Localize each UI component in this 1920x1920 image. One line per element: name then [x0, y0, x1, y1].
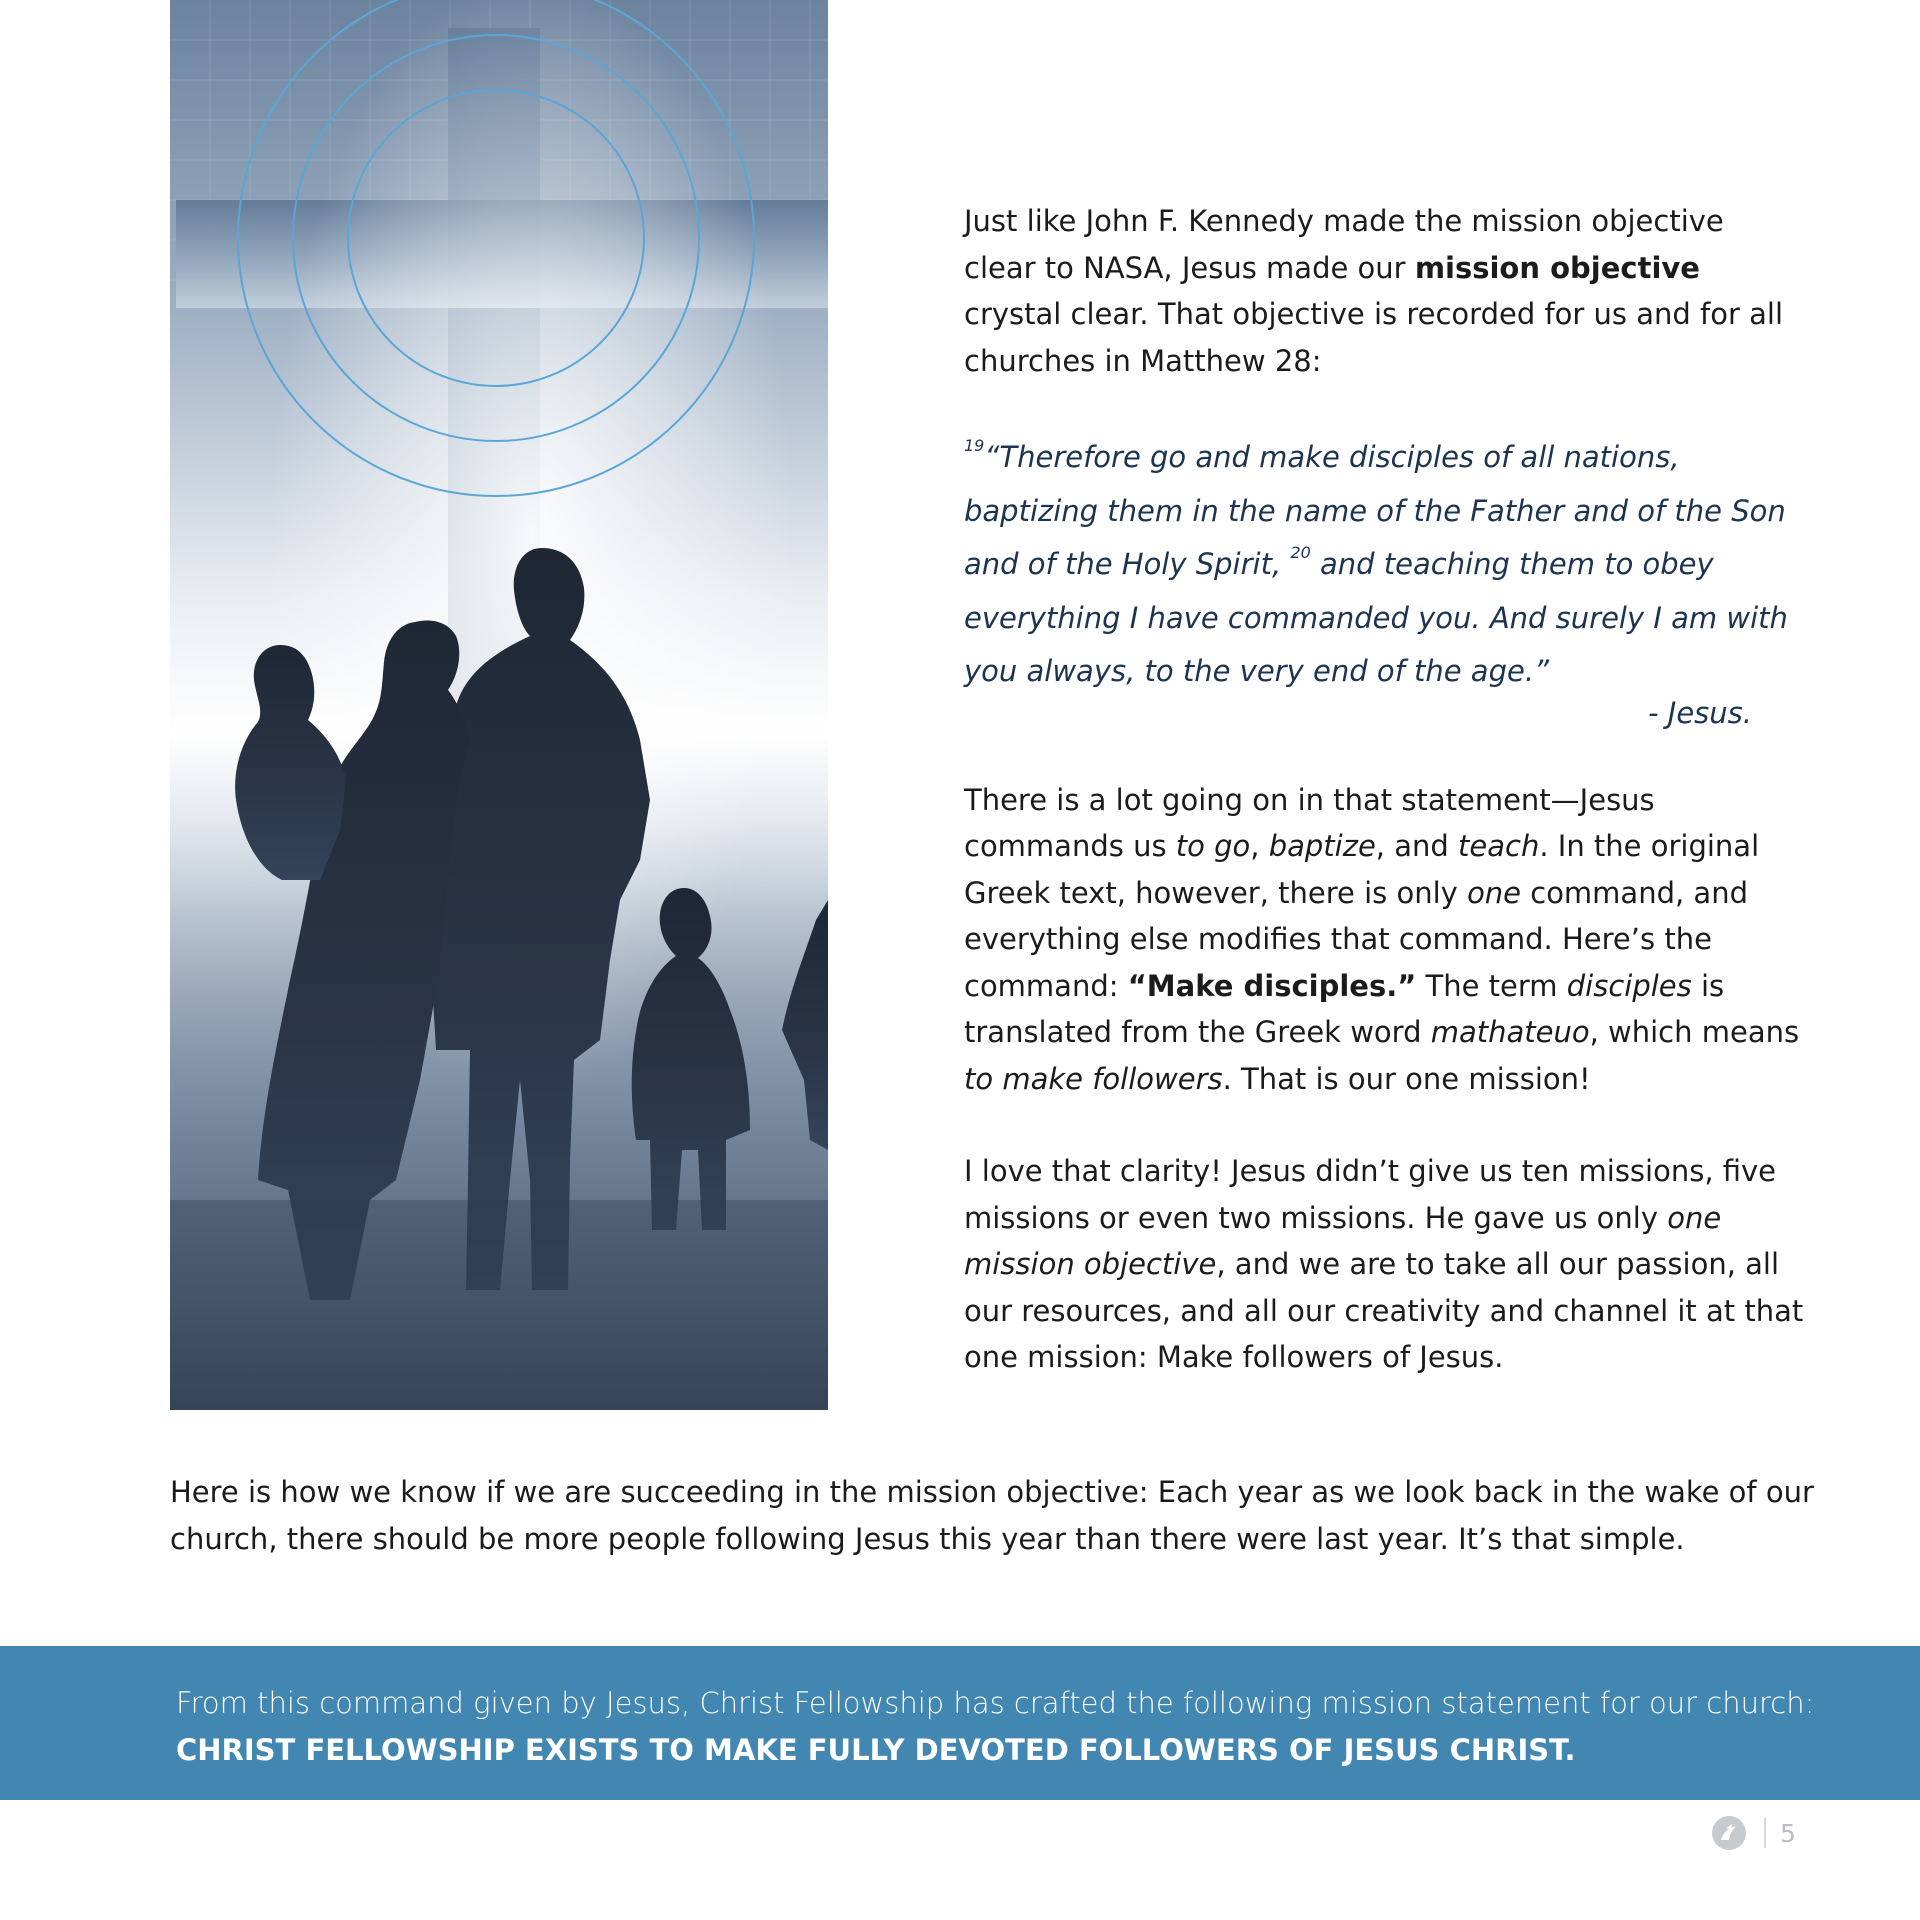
banner-text: From this command given by Jesus, Christ Fellowship has crafted the following mission statement for our church: CHRIST FELLOWSHIP EXISTS TO MAKE FULLY DEVOTED FOLLOWERS OF JESUS CHRIST.	[176, 1686, 1815, 1767]
command-paragraph: There is a lot going on in that statement—Jesus commands us to go, baptize, and teach. In the original Greek text, however, there is only one command, and everything else modifies that command. Here’s the command: “Make disciples.” The term disciples is translated from the Greek word mathateuo, which means to make followers. That is our one mission!	[964, 782, 1800, 1096]
page-number: 5	[1780, 1818, 1796, 1848]
page-footer	[1712, 1815, 1796, 1851]
right-column	[964, 198, 1804, 1381]
scripture-quote: $^{19}$“Therefore go and make disciples of all nations, baptizing them in the name of the Father and of the Son and of the Holy Spirit, $^{20}$ and teaching them to obey everything I have commanded you. And surely I am with you always, to the very end of the age.” - Jesus.	[964, 431, 1804, 731]
christ-fellowship-logo-icon	[1712, 1816, 1746, 1850]
mission-statement-banner	[0, 1646, 1920, 1800]
mission-objective-emphasis: mission objective	[1414, 250, 1700, 285]
hero-illustration	[170, 0, 828, 1410]
verse-number: 19	[964, 436, 985, 455]
footer-divider	[1764, 1818, 1766, 1848]
success-paragraph: Here is how we know if we are succeeding in the mission objective: Each year as we look back in the wake of our church, there should be more people following Jesus this year than there were last year. It’s that simple.	[170, 1475, 1814, 1556]
quote-attribution: - Jesus.	[1648, 695, 1752, 730]
mission-statement: CHRIST FELLOWSHIP EXISTS TO MAKE FULLY DEVOTED FOLLOWERS OF JESUS CHRIST.	[176, 1732, 1576, 1767]
intro-paragraph: Just like John F. Kennedy made the mission objective clear to NASA, Jesus made our mission objective crystal clear. That objective is recorded for us and for all churches in Matthew 28:	[964, 204, 1784, 378]
verse-number: 20	[1290, 543, 1311, 562]
clarity-paragraph: I love that clarity! Jesus didn’t give us ten missions, five missions or even two missions. He gave us only one mission objective, and we are to take all our passion, all our resources, and all our creativity and channel it at that one mission: Make followers of Jesus.	[964, 1154, 1804, 1374]
